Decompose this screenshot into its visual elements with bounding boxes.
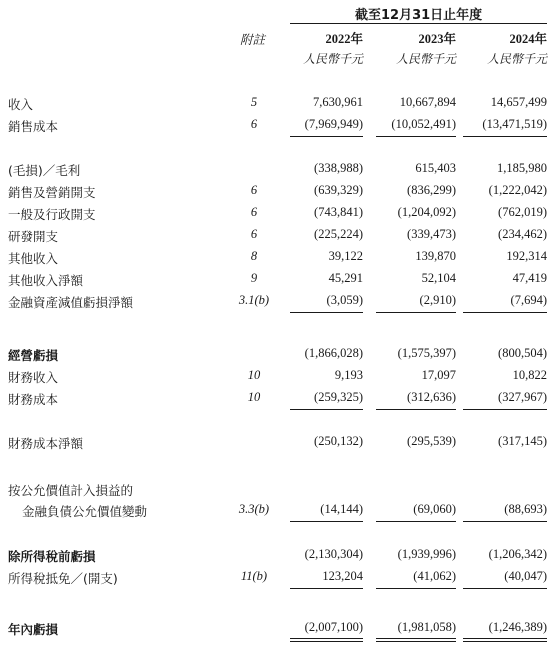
row-value-cost-of-sales-2024: (13,471,519) — [482, 117, 547, 131]
row-label-finance-costs: 財務成本 — [8, 392, 59, 407]
row-note-impairment: 3.1(b) — [238, 293, 270, 307]
year-header-2024: 2024年 — [509, 32, 547, 46]
row-note-other-income-net: 9 — [250, 271, 258, 285]
year-header-2022: 2022年 — [325, 32, 363, 46]
currency-header-2023: 人民幣千元 — [395, 52, 456, 66]
subtotal-rule-2024 — [463, 521, 547, 522]
row-value-revenue-2023: 10,667,894 — [399, 95, 456, 109]
row-value-selling-expenses-2023: (836,299) — [407, 183, 456, 197]
row-value-fvtpl-2022: (14,144) — [320, 502, 363, 516]
row-value-finance-income-2024: 10,822 — [512, 368, 547, 382]
row-note-admin-expenses: 6 — [250, 205, 258, 219]
subtotal-rule-2024 — [463, 312, 547, 313]
currency-header-2024: 人民幣千元 — [486, 52, 547, 66]
row-value-finance-costs-2022: (259,325) — [314, 390, 363, 404]
row-note-finance-income: 10 — [247, 368, 261, 382]
row-value-rnd-expenses-2023: (339,473) — [407, 227, 456, 241]
row-value-gross-profit-2023: 615,403 — [415, 161, 456, 175]
row-note-revenue: 5 — [250, 95, 258, 109]
row-value-impairment-2022: (3,059) — [326, 293, 363, 307]
row-label-cost-of-sales: 銷售成本 — [8, 119, 59, 134]
year-header-2023: 2023年 — [418, 32, 456, 46]
row-value-loss-before-tax-2023: (1,939,996) — [397, 547, 456, 561]
subtotal-rule-2022 — [290, 409, 363, 410]
total-double-rule-2024 — [463, 641, 547, 642]
row-value-finance-costs-2023: (312,636) — [407, 390, 456, 404]
row-value-fvtpl-2024: (88,693) — [504, 502, 547, 516]
row-value-gross-profit-2024: 1,185,980 — [497, 161, 547, 175]
row-value-other-income-net-2024: 47,419 — [512, 271, 547, 285]
row-value-admin-expenses-2024: (762,019) — [498, 205, 547, 219]
row-value-net-finance-costs-2022: (250,132) — [314, 434, 363, 448]
row-value-operating-loss-2022: (1,866,028) — [304, 346, 363, 360]
row-value-net-finance-costs-2024: (317,145) — [498, 434, 547, 448]
row-value-income-tax-2023: (41,062) — [413, 569, 456, 583]
row-value-impairment-2023: (2,910) — [419, 293, 456, 307]
subtotal-rule-2024 — [463, 136, 547, 137]
row-label-other-income: 其他收入 — [8, 251, 59, 266]
row-label-other-income-net: 其他收入淨額 — [8, 273, 84, 288]
row-label-finance-income: 財務收入 — [8, 370, 59, 385]
row-value-fvtpl-2023: (69,060) — [413, 502, 456, 516]
row-label-fvtpl-line1: 按公允價值計入損益的 — [8, 483, 134, 498]
row-value-other-income-2022: 39,122 — [328, 249, 363, 263]
subtotal-rule-2023 — [376, 521, 456, 522]
row-value-impairment-2024: (7,694) — [510, 293, 547, 307]
row-value-other-income-net-2022: 45,291 — [328, 271, 363, 285]
subtotal-rule-2024 — [463, 588, 547, 589]
row-label-fvtpl-line2: 金融負債公允價值變動 — [22, 504, 148, 519]
subtotal-rule-2023 — [376, 409, 456, 410]
period-title-underline — [290, 23, 547, 24]
row-label-income-tax: 所得稅抵免／(開支) — [8, 571, 118, 586]
row-value-finance-income-2022: 9,193 — [334, 368, 363, 382]
subtotal-rule-2023 — [376, 136, 456, 137]
subtotal-rule-2022 — [290, 136, 363, 137]
total-double-rule-2023 — [376, 641, 456, 642]
row-note-fvtpl: 3.3(b) — [238, 502, 270, 516]
row-value-income-tax-2024: (40,047) — [504, 569, 547, 583]
total-double-rule-2022 — [290, 638, 363, 639]
subtotal-rule-2023 — [376, 588, 456, 589]
note-column-header: 附註 — [240, 32, 266, 47]
row-value-admin-expenses-2022: (743,841) — [314, 205, 363, 219]
row-value-revenue-2022: 7,630,961 — [313, 95, 363, 109]
row-value-rnd-expenses-2022: (225,224) — [314, 227, 363, 241]
row-value-loss-for-year-2023: (1,981,058) — [397, 620, 456, 634]
total-double-rule-2022 — [290, 641, 363, 642]
row-value-loss-before-tax-2024: (1,206,342) — [488, 547, 547, 561]
row-value-gross-profit-2022: (338,988) — [314, 161, 363, 175]
subtotal-rule-2022 — [290, 312, 363, 313]
row-value-cost-of-sales-2022: (7,969,949) — [304, 117, 363, 131]
row-value-selling-expenses-2024: (1,222,042) — [488, 183, 547, 197]
row-note-cost-of-sales: 6 — [250, 117, 258, 131]
row-label-net-finance-costs: 財務成本淨額 — [8, 436, 84, 451]
row-label-revenue: 收入 — [8, 97, 34, 112]
row-value-rnd-expenses-2024: (234,462) — [498, 227, 547, 241]
row-value-admin-expenses-2023: (1,204,092) — [397, 205, 456, 219]
subtotal-rule-2023 — [376, 312, 456, 313]
row-note-finance-costs: 10 — [247, 390, 261, 404]
row-label-operating-loss: 經營虧損 — [8, 348, 59, 363]
currency-header-2022: 人民幣千元 — [302, 52, 363, 66]
row-label-admin-expenses: 一般及行政開支 — [8, 207, 96, 222]
row-value-finance-costs-2024: (327,967) — [498, 390, 547, 404]
row-value-other-income-net-2023: 52,104 — [421, 271, 456, 285]
row-value-selling-expenses-2022: (639,329) — [314, 183, 363, 197]
period-title: 截至12月31日止年度 — [355, 8, 483, 23]
row-value-operating-loss-2024: (800,504) — [498, 346, 547, 360]
total-double-rule-2023 — [376, 638, 456, 639]
row-label-selling-expenses: 銷售及營銷開支 — [8, 185, 96, 200]
row-value-other-income-2024: 192,314 — [506, 249, 547, 263]
row-value-loss-for-year-2022: (2,007,100) — [304, 620, 363, 634]
total-double-rule-2024 — [463, 638, 547, 639]
row-note-other-income: 8 — [250, 249, 258, 263]
row-value-net-finance-costs-2023: (295,539) — [407, 434, 456, 448]
subtotal-rule-2024 — [463, 409, 547, 410]
row-label-rnd-expenses: 研發開支 — [8, 229, 59, 244]
row-note-income-tax: 11(b) — [240, 569, 268, 583]
row-value-cost-of-sales-2023: (10,052,491) — [391, 117, 456, 131]
row-label-gross-profit: (毛損)／毛利 — [8, 163, 81, 178]
row-value-loss-before-tax-2022: (2,130,304) — [304, 547, 363, 561]
row-label-loss-before-tax: 除所得稅前虧損 — [8, 549, 96, 564]
row-value-operating-loss-2023: (1,575,397) — [397, 346, 456, 360]
subtotal-rule-2022 — [290, 588, 363, 589]
row-note-rnd-expenses: 6 — [250, 227, 258, 241]
row-value-other-income-2023: 139,870 — [415, 249, 456, 263]
subtotal-rule-2022 — [290, 521, 363, 522]
row-value-loss-for-year-2024: (1,246,389) — [488, 620, 547, 634]
row-value-finance-income-2023: 17,097 — [421, 368, 456, 382]
row-value-revenue-2024: 14,657,499 — [490, 95, 547, 109]
row-value-income-tax-2022: 123,204 — [322, 569, 363, 583]
row-label-impairment: 金融資產減值虧損淨額 — [8, 295, 134, 310]
row-note-selling-expenses: 6 — [250, 183, 258, 197]
row-label-loss-for-year: 年內虧損 — [8, 622, 59, 637]
